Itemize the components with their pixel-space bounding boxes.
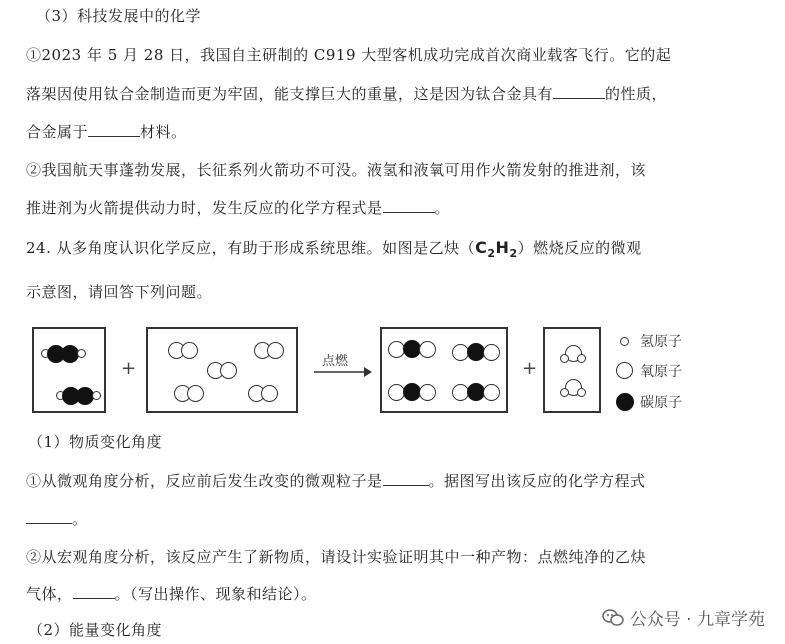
plus-sign: + xyxy=(522,358,538,379)
hydrogen-atom xyxy=(560,354,569,363)
answer-blank-5[interactable] xyxy=(26,509,72,524)
legend-oxygen-label: 氧原子 xyxy=(640,364,682,380)
reactant-box-acetylene xyxy=(32,327,106,413)
acetylene-formula: $C_2H_2$ xyxy=(475,238,518,261)
subsection-1-question-2-text: 气体， xyxy=(26,585,73,603)
hydrogen-atom xyxy=(577,388,586,397)
paragraph-1-line-3-tail: 材料。 xyxy=(140,123,187,141)
wechat-icon xyxy=(602,608,624,628)
oxygen-atom xyxy=(187,385,204,402)
reactant-box-oxygen xyxy=(146,327,298,413)
answer-blank-4[interactable] xyxy=(383,471,429,486)
legend-hydrogen-label: 氢原子 xyxy=(640,334,682,350)
question-24-text-tail: ）燃烧反应的微观 xyxy=(517,239,642,257)
oxygen-atom xyxy=(220,362,237,379)
paragraph-1-line-3-text: 合金属于 xyxy=(26,123,89,141)
subsection-1-question-1-end: 。 xyxy=(72,510,88,528)
oxygen-atom xyxy=(267,342,284,359)
hydrogen-atom xyxy=(560,388,569,397)
answer-blank-2[interactable] xyxy=(88,122,140,137)
hydrogen-atom xyxy=(92,391,101,400)
watermark-text: 公众号 · 九章学苑 xyxy=(629,610,765,630)
answer-blank-3[interactable] xyxy=(383,198,435,213)
oxygen-atom xyxy=(181,342,198,359)
paragraph-1-line-2 xyxy=(26,84,667,104)
product-box-water xyxy=(543,327,601,413)
subsection-1-question-2: ②从宏观角度分析，该反应产生了新物质，请设计实验证明其中一种产物：点燃纯净的乙炔 xyxy=(26,548,647,566)
oxygen-atom xyxy=(419,341,436,358)
paragraph-2-line-2-tail: 。 xyxy=(434,199,451,217)
oxygen-atom xyxy=(261,385,278,402)
reaction-arrow xyxy=(312,350,372,380)
subsection-1-question-1-text: ①从微观角度分析，反应前后发生改变的微观粒子是 xyxy=(26,472,383,490)
arrow-icon xyxy=(312,350,372,380)
legend-oxygen-icon xyxy=(616,362,633,379)
watermark xyxy=(602,605,765,630)
paragraph-1-line-1: ①2023 年 5 月 28 日，我国自主研制的 C919 大型客机成功完成首次商业载客飞行。它的起 xyxy=(26,46,672,64)
plus-sign: + xyxy=(121,358,137,379)
paragraph-1-line-3 xyxy=(26,122,187,142)
subsection-1-question-1 xyxy=(26,471,646,491)
paragraph-2-line-1: ②我国航天事蓬勃发展，长征系列火箭功不可没。液氢和液氧可用作火箭发射的推进剂，该 xyxy=(26,161,647,179)
oxygen-atom xyxy=(483,384,500,401)
paragraph-2-line-2-text: 推进剂为火箭提供动力时，发生反应的化学方程式是 xyxy=(26,199,383,217)
legend-hydrogen-icon xyxy=(620,337,629,346)
hydrogen-atom xyxy=(577,354,586,363)
oxygen-atom xyxy=(483,344,500,361)
oxygen-atom xyxy=(419,384,436,401)
paragraph-1-line-2-text: 落架因使用钛合金制造而更为牢固，能支撑巨大的重量，这是因为钛合金具有 xyxy=(26,85,554,103)
legend-carbon-icon xyxy=(616,393,634,411)
paragraph-2-line-2 xyxy=(26,198,450,218)
subsection-1-heading: （1）物质变化角度 xyxy=(28,433,163,451)
subsection-2-heading: （2）能量变化角度 xyxy=(28,621,163,639)
subsection-1-question-2-tail: 。（写出操作、现象和结论）。 xyxy=(114,585,317,603)
question-24-text: 24. 从多角度认识化学反应，有助于形成系统思维。如图是乙炔（ xyxy=(26,239,476,257)
answer-blank-6[interactable] xyxy=(73,584,115,599)
section-3-heading: （3）科技发展中的化学 xyxy=(36,7,202,25)
product-box-carbon-dioxide xyxy=(380,327,508,413)
arrow-label: 点燃 xyxy=(322,354,349,369)
hydrogen-atom xyxy=(77,349,86,358)
paragraph-1-line-2-tail: 的性质， xyxy=(605,85,668,103)
legend-carbon-label: 碳原子 xyxy=(640,395,682,411)
question-24-line-1 xyxy=(26,238,642,264)
subsection-1-question-2-continued xyxy=(26,584,317,604)
subsection-1-question-1-continued xyxy=(26,509,88,529)
answer-blank-1[interactable] xyxy=(553,84,605,99)
subsection-1-question-1-tail: 。据图写出该反应的化学方程式 xyxy=(428,472,646,490)
question-24-line-2: 示意图，请回答下列问题。 xyxy=(26,283,213,301)
